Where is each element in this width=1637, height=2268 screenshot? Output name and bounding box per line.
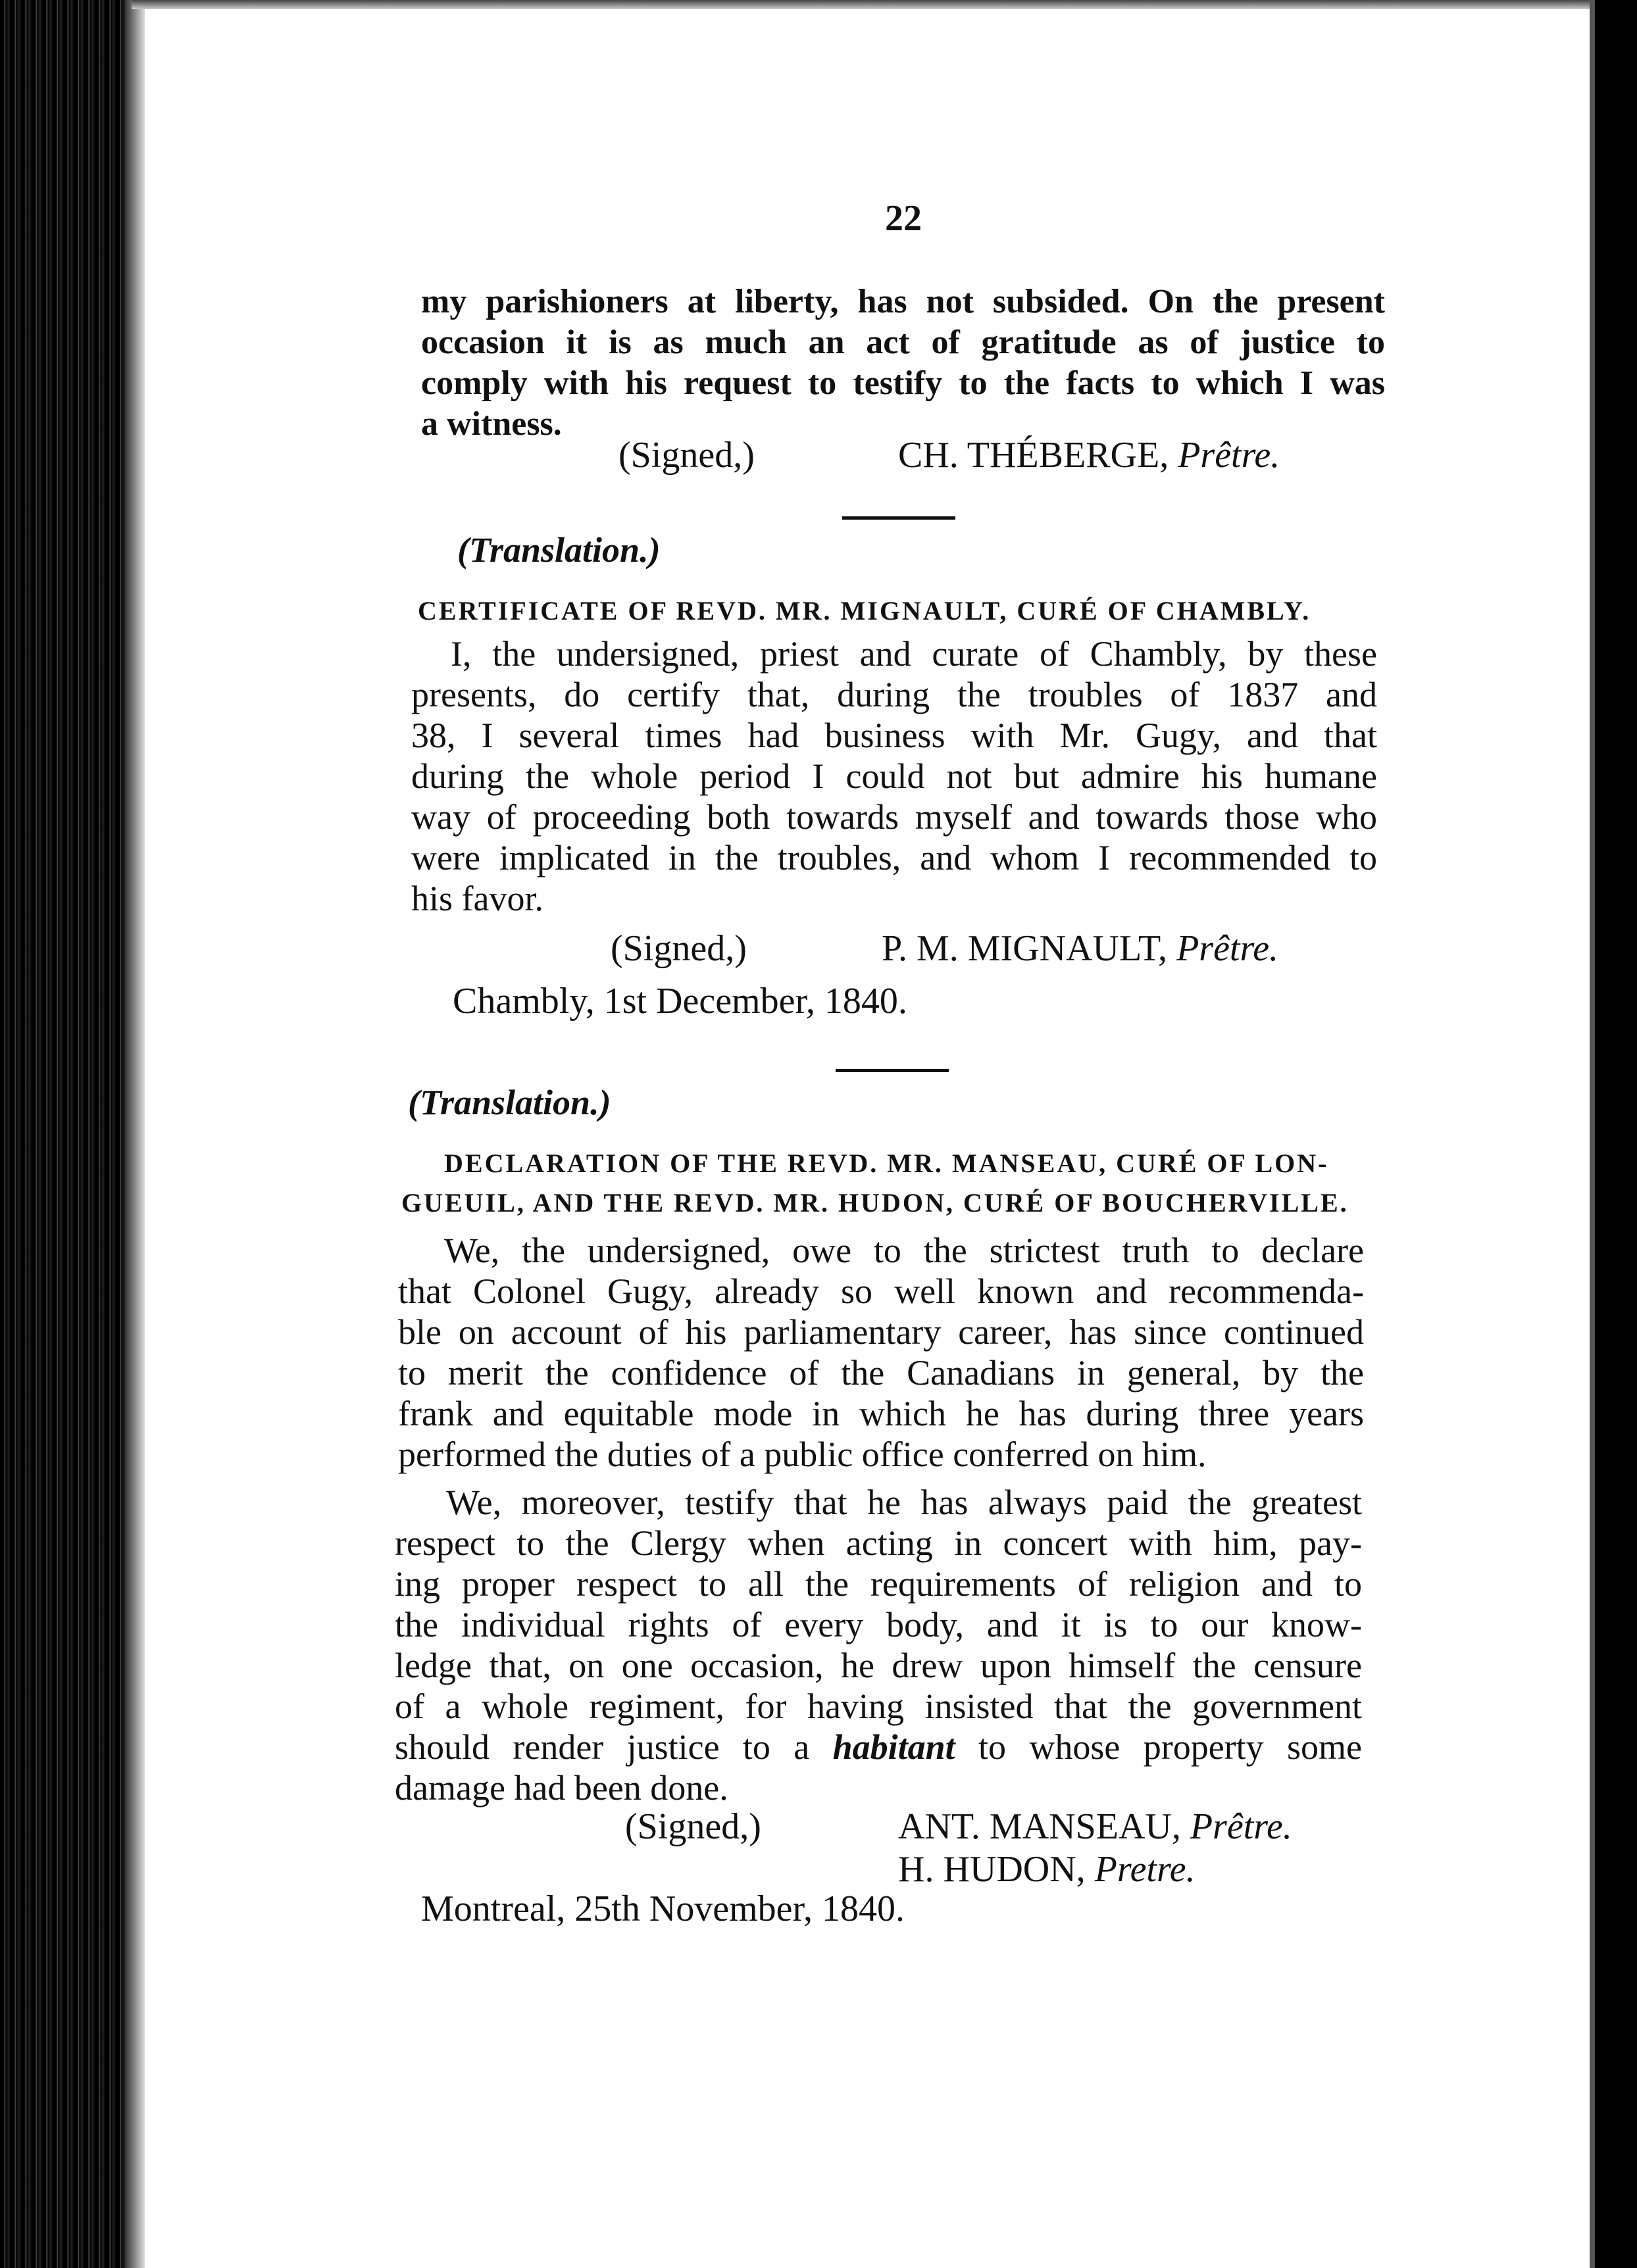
declaration-heading-line: DECLARATION OF THE REVD. MR. MANSEAU, CURÉ OF LON- (444, 1148, 1329, 1178)
signer-title: Prêtre. (1178, 435, 1280, 476)
signed-label: (Signed,) (625, 1806, 761, 1847)
paragraph-line: We, the undersigned, owe to the strictest truth to declare (444, 1231, 1364, 1270)
signer-title: Prêtre. (1190, 1806, 1292, 1847)
signed-label: (Signed,) (611, 928, 747, 969)
paragraph-line: 38, I several times had business with Mr. Gugy, and that (411, 716, 1377, 755)
signature-hudon (898, 1848, 1196, 1890)
dateline: Chambly, 1st December, 1840. (453, 981, 907, 1022)
declaration-heading-line: GUEUIL, AND THE REVD. MR. HUDON, CURÉ OF BOUCHERVILLE. (401, 1188, 1349, 1218)
book-spine-edge (0, 0, 132, 2268)
signer-title: Pretre. (1094, 1849, 1196, 1890)
paragraph-line: performed the duties of a public office conferred on him. (398, 1435, 1207, 1474)
paragraph-line: to merit the confidence of the Canadians in general, by the (398, 1353, 1364, 1393)
paragraph-line: We, moreover, testify that he has always paid the greatest (446, 1483, 1362, 1522)
translation-label: (Translation.) (408, 1083, 611, 1122)
paragraph-line: occasion it is as much an act of gratitude as of justice to (421, 324, 1385, 361)
paragraph-line: frank and equitable mode in which he has during three years (398, 1394, 1364, 1433)
signature-mignault (882, 927, 1278, 970)
signature-theberge (898, 434, 1280, 476)
paragraph-line: of a whole regiment, for having insisted that the government (395, 1687, 1362, 1726)
paragraph-line: comply with his request to testify to the facts to which I was (421, 364, 1385, 402)
page-top-edge (132, 0, 1592, 9)
paragraph-line: I, the undersigned, priest and curate of Chambly, by these (451, 634, 1377, 674)
paragraph-line: my parishioners at liberty, has not subsided. On the present (421, 283, 1385, 320)
page-right-shadow (1590, 0, 1595, 2268)
paragraph-line: way of proceeding both towards myself and towards those who (411, 797, 1377, 837)
certificate-paragraph (411, 633, 1377, 919)
paragraph-line: damage had been done. (395, 1768, 728, 1808)
signature-manseau (898, 1806, 1292, 1848)
signed-label: (Signed,) (618, 435, 755, 476)
page-gutter-shadow (125, 0, 145, 2268)
paragraph-line: presents, do certify that, during the troubles of 1837 and (411, 675, 1377, 714)
paragraph-line: ledge that, on one occasion, he drew upon himself the censure (395, 1646, 1362, 1685)
text-run: to whose property some (955, 1727, 1362, 1767)
dateline: Montreal, 25th November, 1840. (421, 1888, 905, 1929)
paragraph-line: ble on account of his parliamentary career, has since continued (398, 1312, 1364, 1352)
book-right-edge (1595, 0, 1637, 2268)
translation-label: (Translation.) (457, 530, 661, 570)
paragraph-line: ing proper respect to all the requirements of religion and to (395, 1564, 1362, 1604)
signer-name: ANT. MANSEAU, (898, 1806, 1181, 1847)
paragraph-line: that Colonel Gugy, already so well known and recommenda- (398, 1271, 1364, 1311)
declaration-paragraph-1 (398, 1230, 1364, 1475)
signer-name: P. M. MIGNAULT, (882, 928, 1168, 969)
paragraph-line: a witness. (421, 405, 562, 443)
signer-name: CH. THÉBERGE, (898, 435, 1169, 476)
signer-name: H. HUDON, (898, 1849, 1086, 1890)
italic-term-habitant: habitant (832, 1727, 955, 1767)
declaration-paragraph-2 (395, 1482, 1362, 1808)
paragraph-line: were implicated in the troubles, and whom I recommended to (411, 838, 1377, 877)
section-divider (836, 1069, 949, 1072)
section-divider (842, 516, 955, 520)
signer-title: Prêtre. (1176, 928, 1279, 969)
certificate-heading: CERTIFICATE OF REVD. MR. MIGNAULT, CURÉ OF CHAMBLY. (418, 596, 1311, 626)
text-run: should render justice to a (395, 1727, 833, 1767)
continuation-paragraph (421, 282, 1385, 445)
paragraph-line: his favor. (411, 879, 543, 918)
page-number: 22 (885, 198, 922, 239)
paragraph-line: respect to the Clergy when acting in concert with him, pay- (395, 1523, 1362, 1563)
paragraph-line (395, 1727, 1362, 1767)
paragraph-line: the individual rights of every body, and it is to our know- (395, 1605, 1362, 1644)
paragraph-line: during the whole period I could not but admire his humane (411, 756, 1377, 796)
